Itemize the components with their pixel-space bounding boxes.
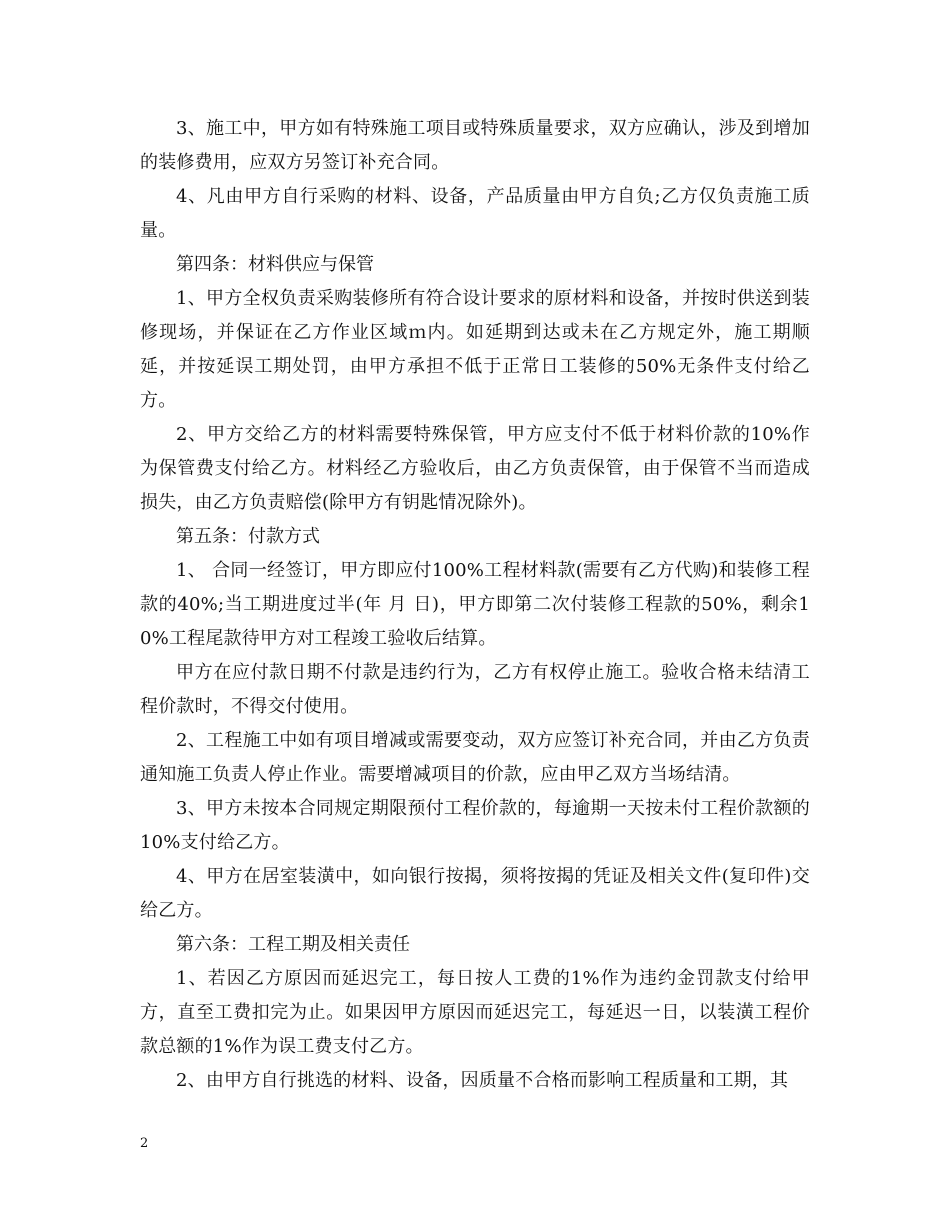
paragraph-4-self-purchased: 4、凡由甲方自行采购的材料、设备，产品质量由甲方自负;乙方仅负责施工质量。 [140, 186, 810, 241]
paragraph-mortgage: 4、甲方在居室装潢中，如向银行按揭，须将按揭的凭证及相关文件(复印件)交给乙方。 [140, 866, 810, 921]
paragraph-delay-penalty: 1、若因乙方原因而延迟完工，每日按人工费的1%作为违约金罚款支付给甲方，直至工费扣完为止。如果因甲方原因而延迟完工，每延迟一日，以装潢工程价款总额的1%作为误工费支付乙方。 [140, 968, 810, 1057]
paragraph-late-prepayment: 3、甲方未按本合同规定期限预付工程价款的，每逾期一天按未付工程价款额的10%支付给乙方。 [140, 798, 810, 853]
paragraph-material-storage: 2、甲方交给乙方的材料需要特殊保管，甲方应支付不低于材料价款的10%作为保管费支付给乙方。材料经乙方验收后，由乙方负责保管，由于保管不当而造成损失，由乙方负责赔偿(除甲方有钥匙情况除外)。 [140, 424, 810, 513]
paragraph-material-supply: 1、甲方全权负责采购装修所有符合设计要求的原材料和设备，并按时供送到装修现场，并保证在乙方作业区域ｍ内。如延期到达或未在乙方规定外，施工期顺延，并按延误工期处罚，由甲方承担不低于正常日工装修的50%无条件支付给乙方。 [140, 288, 810, 411]
paragraph-project-changes: 2、工程施工中如有项目增减或需要变动，双方应签订补充合同，并由乙方负责通知施工负责人停止作业。需要增减项目的价款，应由甲乙双方当场结清。 [140, 730, 810, 785]
paragraph-3-special-items: 3、施工中，甲方如有特殊施工项目或特殊质量要求，双方应确认，涉及到增加的装修费用，应双方另签订补充合同。 [140, 118, 810, 173]
paragraph-material-quality: 2、由甲方自行挑选的材料、设备，因质量不合格而影响工程质量和工期，其 [176, 1070, 789, 1091]
document-body [140, 112, 810, 1098]
paragraph-payment-default: 甲方在应付款日期不付款是违约行为，乙方有权停止施工。验收合格未结清工程价款时，不得交付使用。 [140, 662, 810, 717]
section-heading-article-6: 第六条：工程工期及相关责任 [176, 934, 410, 955]
section-heading-article-4: 第四条：材料供应与保管 [176, 254, 374, 275]
page-number: 2 [140, 1136, 149, 1151]
paragraph-payment-schedule: 1、 合同一经签订，甲方即应付100%工程材料款(需要有乙方代购)和装修工程款的40%;当工期进度过半(年 月 日)，甲方即第二次付装修工程款的50%，剩余10%工程尾款待甲方对工程竣工验收后结算。 [140, 560, 810, 649]
section-heading-article-5: 第五条：付款方式 [176, 526, 320, 547]
